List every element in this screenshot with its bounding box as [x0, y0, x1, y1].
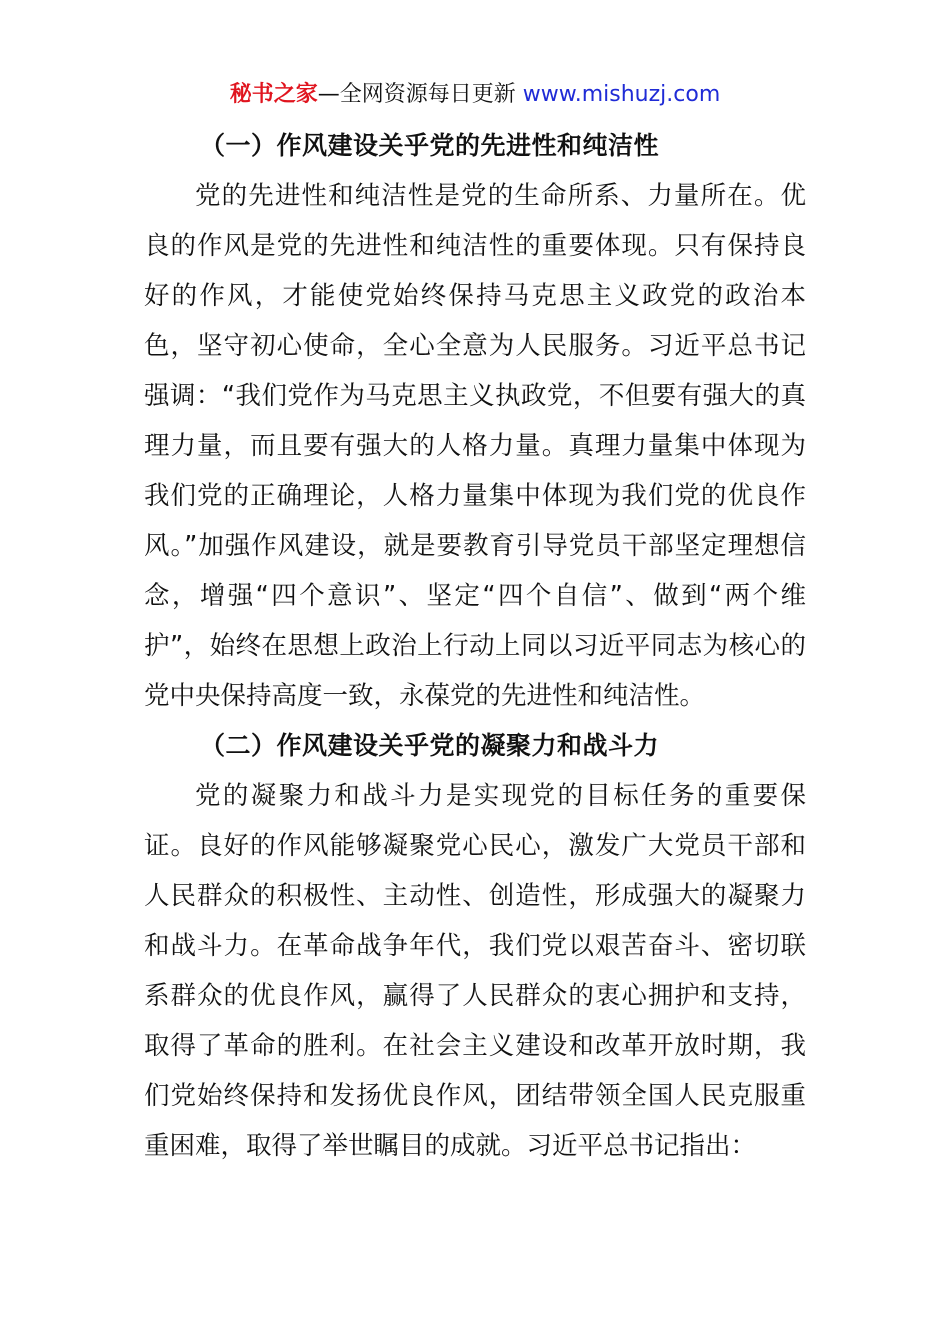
- brand-name: 秘书之家: [229, 82, 318, 107]
- section-paragraph-1: 党的先进性和纯洁性是党的生命所系、力量所在。优良的作风是党的先进性和纯洁性的重要体现。只有保持良好的作风，才能使党始终保持马克思主义政党的政治本色，坚守初心使命，全心全意为人民服务。习近平总书记强调：“我们党作为马克思主义执政党，不但要有强大的真理力量，而且要有强大的人格力量。真理力量集中体现为我们党的正确理论，人格力量集中体现为我们党的优良作风。”加强作风建设，就是要教育引导党员干部坚定理想信念，增强“四个意识”、坚定“四个自信”、做到“两个维护”，始终在思想上政治上行动上同以习近平同志为核心的党中央保持高度一致，永葆党的先进性和纯洁性。: [144, 181, 806, 711]
- section-heading-2: （二）作风建设关乎党的凝聚力和战斗力: [200, 731, 660, 760]
- document-body: [144, 121, 806, 1171]
- section-heading-1: （一）作风建设关乎党的先进性和纯洁性: [200, 131, 660, 160]
- page-header: [0, 78, 950, 112]
- section-paragraph-2: 党的凝聚力和战斗力是实现党的目标任务的重要保证。良好的作风能够凝聚党心民心，激发广大党员干部和人民群众的积极性、主动性、创造性，形成强大的凝聚力和战斗力。在革命战争年代，我们党以艰苦奋斗、密切联系群众的优良作风，赢得了人民群众的衷心拥护和支持，取得了革命的胜利。在社会主义建设和改革开放时期，我们党始终保持和发扬优良作风，团结带领全国人民克服重重困难，取得了举世瞩目的成就。习近平总书记指出：: [144, 781, 806, 1161]
- header-tagline: —全网资源每日更新: [317, 82, 523, 107]
- website-link[interactable]: www.mishuzj.com: [522, 82, 721, 107]
